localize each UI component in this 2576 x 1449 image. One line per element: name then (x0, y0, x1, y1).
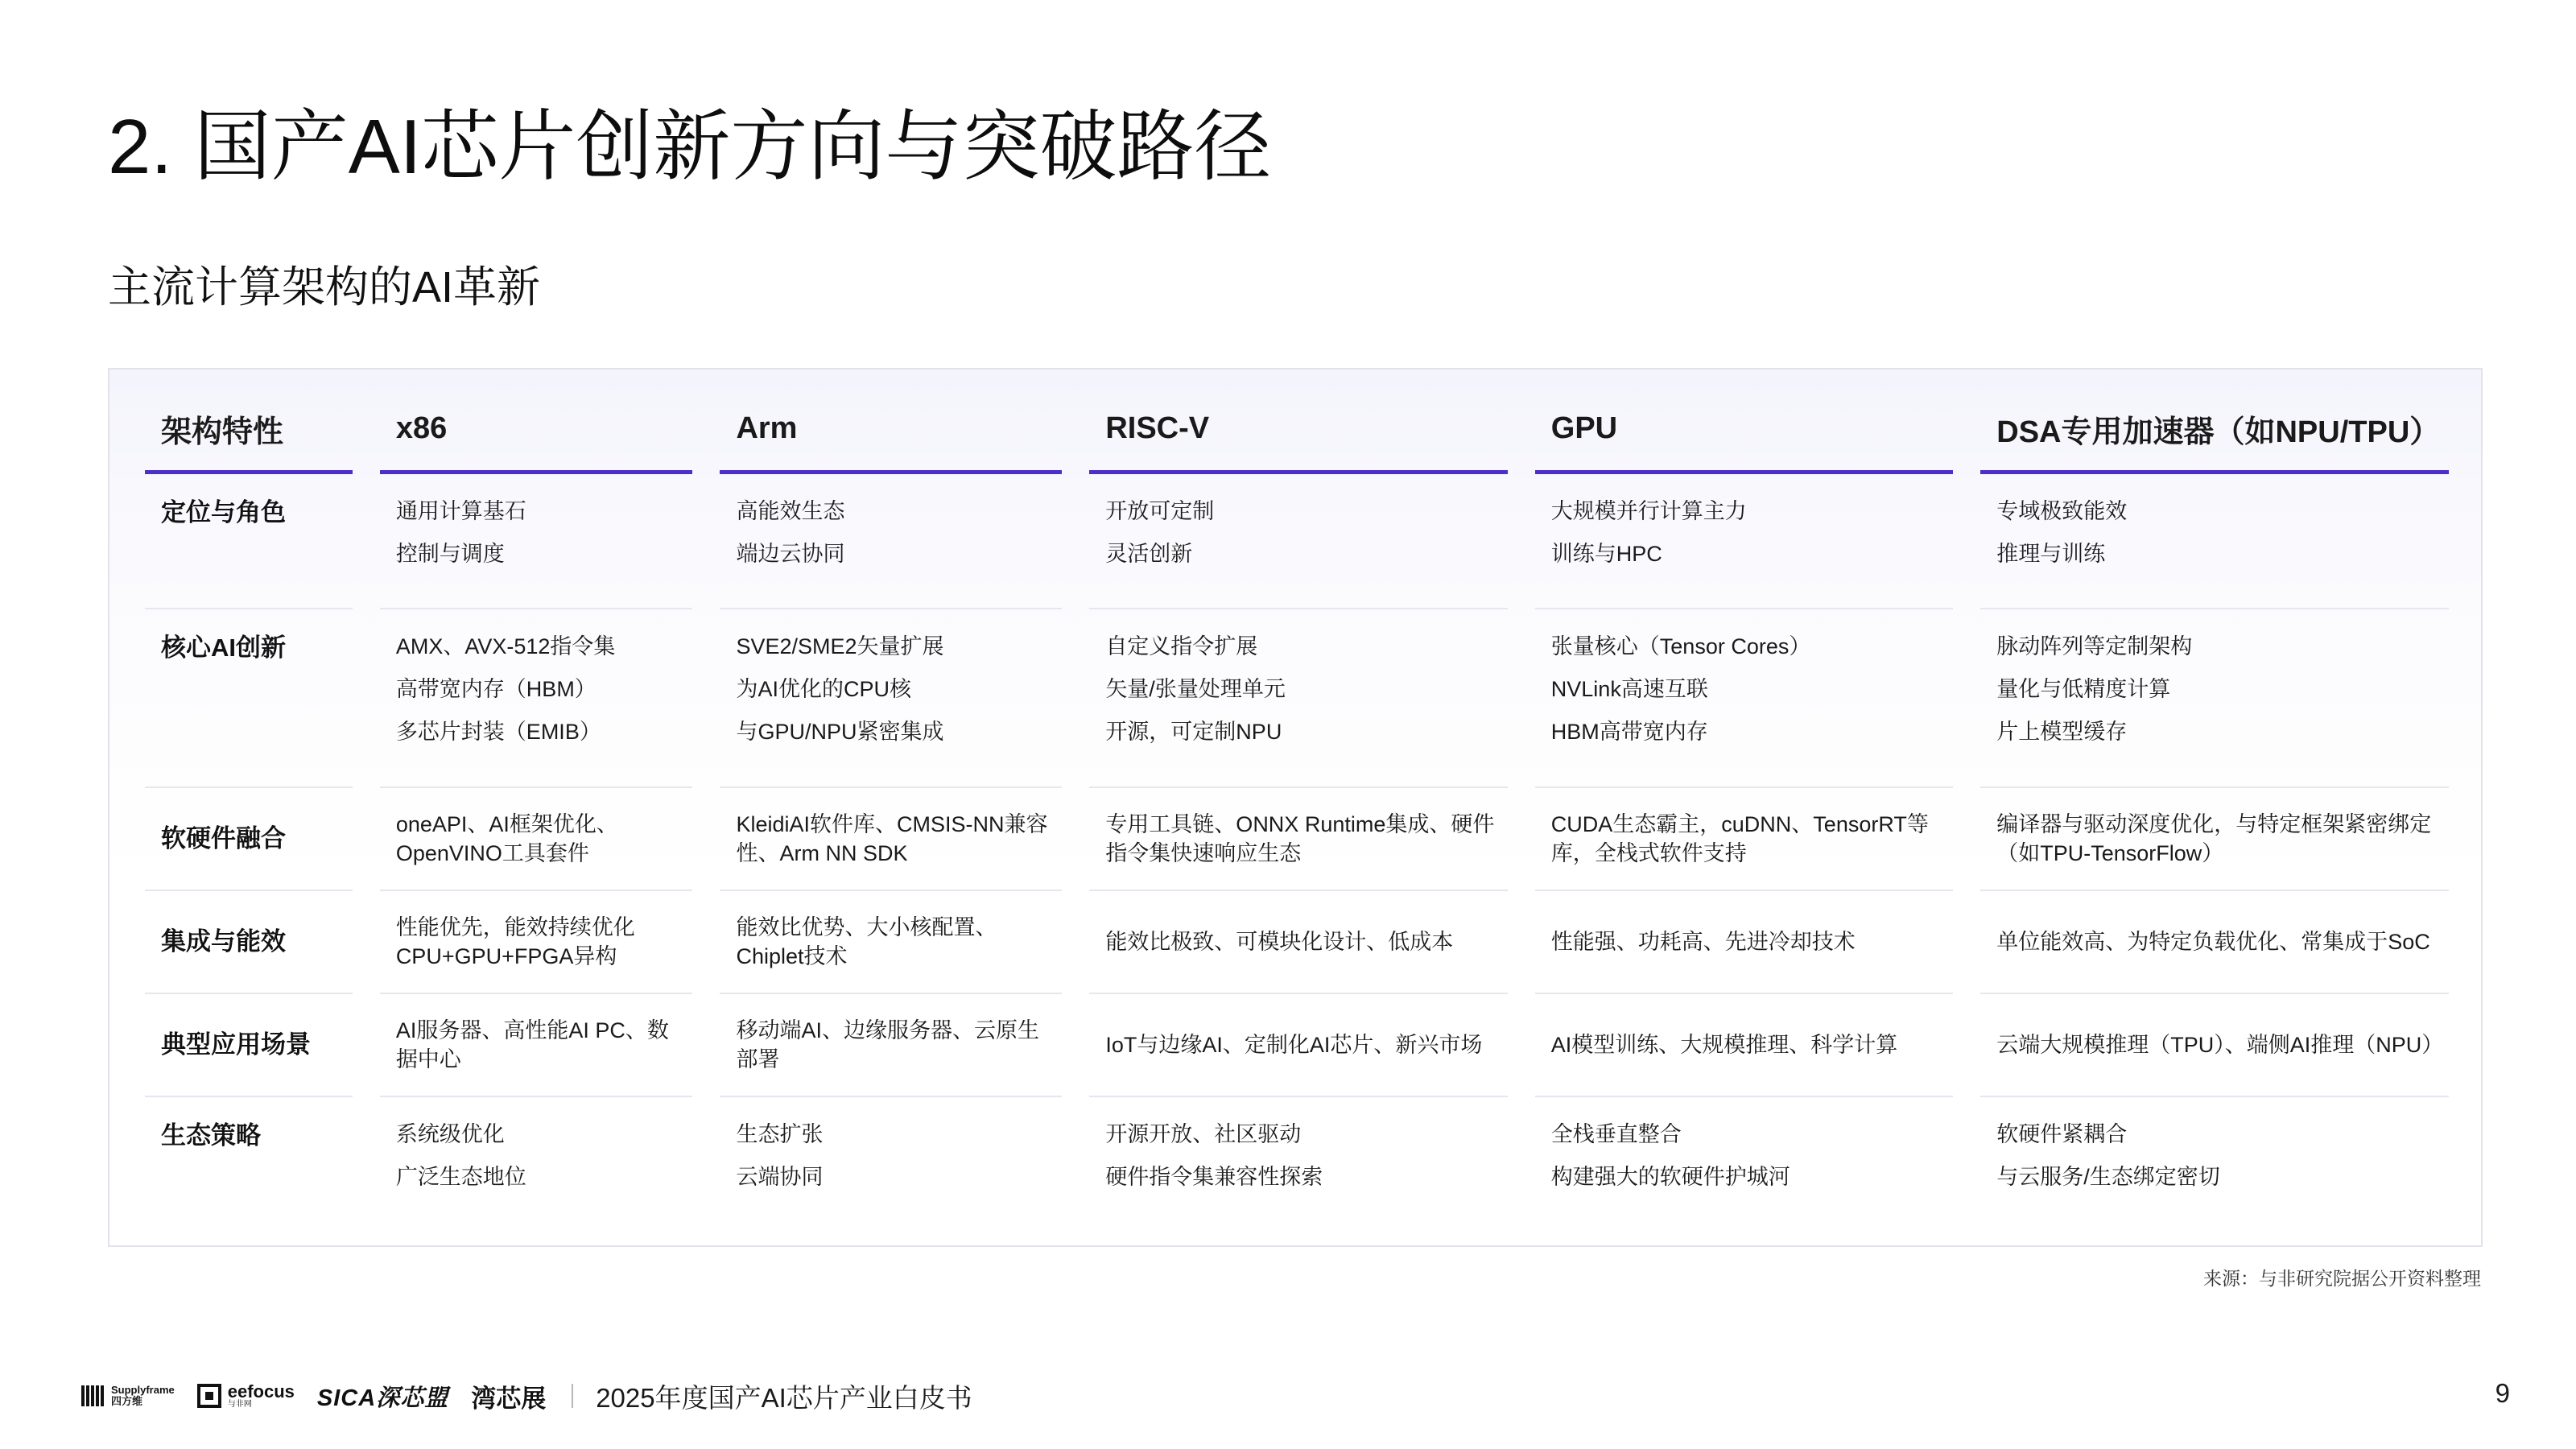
cell-text: 性能优先，能效持续优化 CPU+GPU+FPGA异构 (395, 915, 635, 968)
cell-line: 高能效生态 (736, 499, 845, 523)
cell-text: AI模型训练、大规模推理、科学计算 (1550, 1033, 1898, 1057)
cell-text: 能效比优势、大小核配置、Chiplet技术 (736, 915, 997, 968)
table-row-hw-sw-fusion (145, 788, 2449, 891)
cell-line: 高带宽内存（HBM） (395, 677, 597, 701)
supplyframe-logo (80, 1384, 175, 1408)
cell-text: 能效比极致、可模块化设计、低成本 (1105, 930, 1454, 954)
column-header-feature: 架构特性 (145, 369, 353, 474)
cell-text: oneAPI、AI框架优化、OpenVINO工具套件 (395, 812, 618, 865)
supplyframe-logo-subtext: 四方维 (111, 1395, 143, 1407)
cell-text: 性能强、功耗高、先进冷却技术 (1550, 930, 1856, 954)
table-cell (1535, 788, 1953, 891)
cell-line: 为AI优化的CPU核 (736, 677, 911, 701)
cell-line: 与GPU/NPU紧密集成 (736, 720, 944, 744)
table-cell (1980, 891, 2449, 994)
table-cell (1089, 1097, 1507, 1232)
table-row-positioning (145, 474, 2449, 609)
row-label: 软硬件融合 (145, 788, 353, 891)
cell-line: 控制与调度 (395, 542, 505, 566)
cell-text: KleidiAI软件库、CMSIS-NN兼容性、Arm NN SDK (736, 812, 1048, 865)
cell-line: 灵活创新 (1105, 542, 1193, 566)
cell-text: IoT与边缘AI、定制化AI芯片、新兴市场 (1105, 1033, 1483, 1057)
sica-logo: SICA深芯盟 (316, 1385, 449, 1411)
cell-line: 硬件指令集兼容性探索 (1105, 1165, 1323, 1189)
table-cell (1089, 994, 1507, 1097)
table-cell (720, 1097, 1062, 1232)
column-header-arm: Arm (720, 369, 1062, 474)
page-number: 9 (2495, 1378, 2510, 1408)
row-label: 核心AI创新 (145, 609, 353, 788)
row-label: 典型应用场景 (145, 994, 353, 1097)
footer (80, 1378, 972, 1414)
cell-line: 自定义指令扩展 (1105, 634, 1258, 658)
eefocus-logo-text: eefocus (227, 1381, 295, 1402)
table-cell (380, 788, 692, 891)
table-cell (720, 788, 1062, 891)
wanxinzhan-logo: 湾芯展 (471, 1384, 547, 1413)
table-cell (1980, 609, 2449, 788)
cell-line: 开源开放、社区驱动 (1105, 1122, 1302, 1146)
cell-line: 端边云协同 (736, 542, 845, 566)
cell-text: 移动端AI、边缘服务器、云原生部署 (736, 1018, 1039, 1071)
row-label: 生态策略 (161, 1121, 261, 1150)
table-cell (1980, 788, 2449, 891)
cell-line: 开放可定制 (1105, 499, 1215, 523)
cell-line: 专域极致能效 (1996, 499, 2128, 523)
page-title: 2. 国产AI芯片创新方向与突破路径 (108, 104, 1272, 190)
table-cell (1535, 609, 1953, 788)
cell-line: 多芯片封装（EMIB） (395, 720, 601, 744)
table-cell (1980, 474, 2449, 609)
source-note: 来源：与非研究院据公开资料整理 (2203, 1268, 2481, 1289)
table-cell (1535, 474, 1953, 609)
supplyframe-logo-text: Supplyframe (111, 1384, 175, 1396)
table-cell (1535, 994, 1953, 1097)
table-cell (380, 474, 692, 609)
table-cell (1089, 891, 1507, 994)
table-cell (1535, 1097, 1953, 1232)
cell-line: 生态扩张 (736, 1122, 824, 1146)
column-header-dsa: DSA专用加速器（如NPU/TPU） (1980, 369, 2449, 474)
cell-line: SVE2/SME2矢量扩展 (736, 634, 944, 658)
cell-line: 脉动阵列等定制架构 (1996, 634, 2193, 658)
table-row-integration-efficiency (145, 891, 2449, 994)
cell-line: 量化与低精度计算 (1996, 677, 2171, 701)
table-cell (1980, 994, 2449, 1097)
cell-line: 大规模并行计算主力 (1550, 499, 1747, 523)
table-row-core-ai (145, 609, 2449, 788)
table-cell (380, 994, 692, 1097)
cell-line: 矢量/张量处理单元 (1105, 677, 1286, 701)
table-cell (1089, 474, 1507, 609)
cell-text: 专用工具链、ONNX Runtime集成、硬件指令集快速响应生态 (1105, 812, 1495, 865)
cell-line: AMX、AVX-512指令集 (395, 634, 616, 658)
cell-text: AI服务器、高性能AI PC、数据中心 (395, 1018, 669, 1071)
table-cell (720, 891, 1062, 994)
table-cell (380, 609, 692, 788)
cell-line: 全栈垂直整合 (1550, 1122, 1682, 1146)
table-header-row (145, 369, 2449, 474)
table-cell (1089, 788, 1507, 891)
table-cell (720, 994, 1062, 1097)
section-subtitle: 主流计算架构的AI革新 (108, 263, 541, 312)
cell-line: 训练与HPC (1550, 542, 1662, 566)
cell-line: 系统级优化 (395, 1122, 505, 1146)
cell-line: 片上模型缓存 (1996, 720, 2128, 744)
row-label: 定位与角色 (145, 474, 353, 609)
architecture-comparison-table (145, 369, 2449, 1232)
table-row-ecosystem (145, 1097, 2449, 1232)
cell-text: 云端大规模推理（TPU）、端侧AI推理（NPU） (1996, 1033, 2444, 1057)
cell-text: CUDA生态霸主，cuDNN、TensorRT等库，全栈式软件支持 (1550, 812, 1929, 865)
table-cell (1980, 1097, 2449, 1232)
cell-line: 云端协同 (736, 1165, 824, 1189)
cell-line: 张量核心（Tensor Cores） (1550, 634, 1811, 658)
cell-line: 软硬件紧耦合 (1996, 1122, 2128, 1146)
cell-text: 单位能效高、为特定负载优化、常集成于SoC (1996, 930, 2430, 954)
cell-line: 构建强大的软硬件护城河 (1550, 1165, 1790, 1189)
row-label: 集成与能效 (145, 891, 353, 994)
supplyframe-logo-icon (80, 1384, 105, 1408)
cell-text: 编译器与驱动深度优化，与特定框架紧密绑定（如TPU-TensorFlow） (1996, 812, 2432, 865)
table-cell (1535, 891, 1953, 994)
footer-publication-title: 2025年度国产AI芯片产业白皮书 (596, 1382, 972, 1413)
cell-line: 广泛生态地位 (395, 1165, 526, 1189)
eefocus-logo (197, 1383, 295, 1409)
table-row-applications (145, 994, 2449, 1097)
table-cell (720, 609, 1062, 788)
eefocus-logo-subtext: 与非网 (227, 1400, 252, 1409)
cell-line: NVLink高速互联 (1550, 677, 1708, 701)
table-cell (380, 891, 692, 994)
cell-line: HBM高带宽内存 (1550, 720, 1708, 744)
cell-line: 与云服务/生态绑定密切 (1996, 1165, 2220, 1189)
comparison-panel (108, 368, 2483, 1247)
cell-line: 推理与训练 (1996, 542, 2106, 566)
column-header-gpu: GPU (1535, 369, 1953, 474)
eefocus-logo-icon (197, 1384, 221, 1408)
table-cell (720, 474, 1062, 609)
cell-line: 通用计算基石 (395, 499, 526, 523)
column-header-riscv: RISC-V (1089, 369, 1507, 474)
column-header-x86: x86 (380, 369, 692, 474)
table-cell (380, 1097, 692, 1232)
footer-divider (572, 1384, 573, 1408)
cell-line: 开源，可定制NPU (1105, 720, 1282, 744)
table-cell (1089, 609, 1507, 788)
